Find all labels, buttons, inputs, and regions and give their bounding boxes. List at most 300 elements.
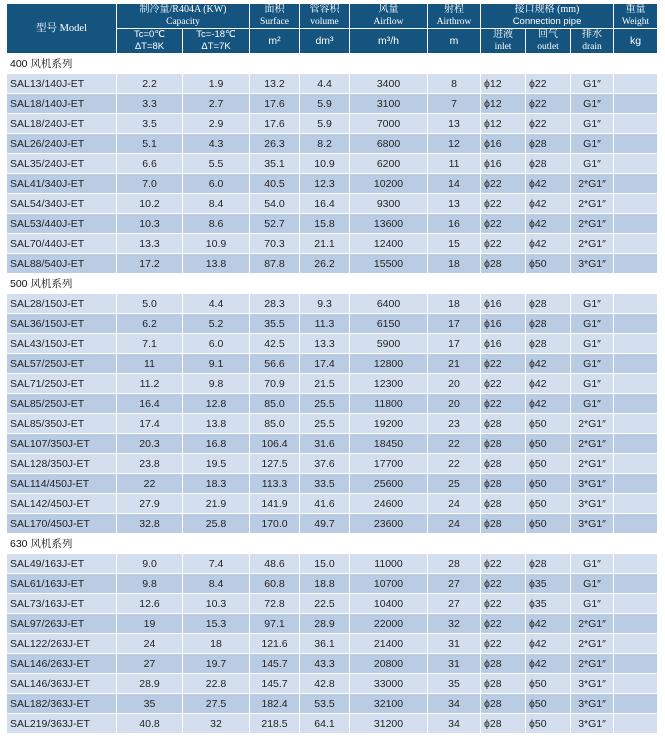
cell-cap1: 7.0 bbox=[117, 174, 183, 194]
cell-drain: G1″ bbox=[571, 554, 614, 574]
cell-airflow: 9300 bbox=[350, 194, 428, 214]
cell-weight bbox=[614, 254, 658, 274]
cell-airthrow: 14 bbox=[428, 174, 481, 194]
table-row bbox=[7, 614, 658, 634]
table-row bbox=[7, 334, 658, 354]
cell-model: SAL73/163J-ET bbox=[7, 594, 117, 614]
cell-airflow: 7000 bbox=[350, 114, 428, 134]
table-row bbox=[7, 494, 658, 514]
cell-airthrow: 13 bbox=[428, 114, 481, 134]
cell-outlet: ϕ42 bbox=[526, 234, 571, 254]
table-row bbox=[7, 94, 658, 114]
header-airthrow-cn: 射程 bbox=[444, 4, 465, 15]
table-row bbox=[7, 694, 658, 714]
table-row bbox=[7, 234, 658, 254]
cell-drain: 2*G1″ bbox=[571, 174, 614, 194]
header-capacity-cn: 制冷量/R404A (KW) bbox=[139, 4, 227, 15]
cell-model: SAL170/450J-ET bbox=[7, 514, 117, 534]
header-inlet-en: inlet bbox=[494, 42, 512, 52]
cell-weight bbox=[614, 574, 658, 594]
cell-cap2: 5.5 bbox=[183, 154, 250, 174]
cell-weight bbox=[614, 94, 658, 114]
table-row bbox=[7, 254, 658, 274]
cell-airflow: 18450 bbox=[350, 434, 428, 454]
cell-model: SAL85/250J-ET bbox=[7, 394, 117, 414]
cell-volume: 5.9 bbox=[300, 114, 350, 134]
cell-inlet: ϕ28 bbox=[481, 714, 526, 734]
cell-drain: 3*G1″ bbox=[571, 674, 614, 694]
cell-cap1: 16.4 bbox=[117, 394, 183, 414]
cell-volume: 16.4 bbox=[300, 194, 350, 214]
cell-drain: 2*G1″ bbox=[571, 234, 614, 254]
header-tc-0-line2: ΔT=8K bbox=[134, 41, 165, 52]
section-title: 400 风机系列 bbox=[7, 54, 658, 74]
cell-airflow: 6200 bbox=[350, 154, 428, 174]
section-header-row bbox=[7, 534, 658, 554]
cell-outlet: ϕ42 bbox=[526, 614, 571, 634]
cell-volume: 10.9 bbox=[300, 154, 350, 174]
cell-drain: G1″ bbox=[571, 94, 614, 114]
cell-drain: 2*G1″ bbox=[571, 614, 614, 634]
cell-volume: 28.9 bbox=[300, 614, 350, 634]
cell-cap1: 20.3 bbox=[117, 434, 183, 454]
cell-volume: 25.5 bbox=[300, 414, 350, 434]
cell-airthrow: 22 bbox=[428, 434, 481, 454]
cell-outlet: ϕ42 bbox=[526, 394, 571, 414]
cell-airthrow: 24 bbox=[428, 494, 481, 514]
cell-model: SAL114/450J-ET bbox=[7, 474, 117, 494]
cell-drain: G1″ bbox=[571, 354, 614, 374]
cell-cap1: 40.8 bbox=[117, 714, 183, 734]
cell-cap1: 6.2 bbox=[117, 314, 183, 334]
unit-airthrow: m bbox=[428, 29, 481, 54]
cell-cap2: 18.3 bbox=[183, 474, 250, 494]
cell-volume: 17.4 bbox=[300, 354, 350, 374]
cell-surface: 170.0 bbox=[250, 514, 300, 534]
cell-airflow: 22000 bbox=[350, 614, 428, 634]
cell-surface: 218.5 bbox=[250, 714, 300, 734]
cell-drain: 3*G1″ bbox=[571, 714, 614, 734]
cell-model: SAL146/263J-ET bbox=[7, 654, 117, 674]
cell-drain: G1″ bbox=[571, 334, 614, 354]
cell-airthrow: 8 bbox=[428, 74, 481, 94]
cell-outlet: ϕ28 bbox=[526, 154, 571, 174]
cell-outlet: ϕ50 bbox=[526, 414, 571, 434]
cell-surface: 72.8 bbox=[250, 594, 300, 614]
cell-airflow: 6800 bbox=[350, 134, 428, 154]
header-weight-cn: 重量 bbox=[625, 4, 646, 15]
table-row bbox=[7, 214, 658, 234]
cell-surface: 17.6 bbox=[250, 94, 300, 114]
cell-model: SAL18/140J-ET bbox=[7, 94, 117, 114]
cell-surface: 85.0 bbox=[250, 394, 300, 414]
unit-weight: kg bbox=[614, 29, 658, 54]
cell-cap2: 22.8 bbox=[183, 674, 250, 694]
cell-outlet: ϕ50 bbox=[526, 694, 571, 714]
cell-airflow: 12300 bbox=[350, 374, 428, 394]
cell-airflow: 10200 bbox=[350, 174, 428, 194]
table-row bbox=[7, 714, 658, 734]
cell-surface: 127.5 bbox=[250, 454, 300, 474]
cell-surface: 42.5 bbox=[250, 334, 300, 354]
cell-volume: 31.6 bbox=[300, 434, 350, 454]
header-weight-en: Weight bbox=[621, 17, 650, 27]
cell-weight bbox=[614, 174, 658, 194]
cell-surface: 26.3 bbox=[250, 134, 300, 154]
table-row bbox=[7, 74, 658, 94]
cell-inlet: ϕ28 bbox=[481, 694, 526, 714]
cell-inlet: ϕ16 bbox=[481, 314, 526, 334]
cell-volume: 13.3 bbox=[300, 334, 350, 354]
cell-volume: 11.3 bbox=[300, 314, 350, 334]
cell-cap2: 13.8 bbox=[183, 254, 250, 274]
cell-drain: G1″ bbox=[571, 574, 614, 594]
header-airthrow-en: Airthrow bbox=[436, 17, 472, 27]
cell-model: SAL49/163J-ET bbox=[7, 554, 117, 574]
header-outlet-en: outlet bbox=[537, 42, 559, 52]
cell-drain: 2*G1″ bbox=[571, 454, 614, 474]
cell-inlet: ϕ22 bbox=[481, 194, 526, 214]
cell-surface: 145.7 bbox=[250, 674, 300, 694]
cell-drain: G1″ bbox=[571, 134, 614, 154]
cell-airflow: 32100 bbox=[350, 694, 428, 714]
header-inlet-cn: 进液 bbox=[493, 29, 514, 40]
cell-airthrow: 18 bbox=[428, 294, 481, 314]
table-row bbox=[7, 434, 658, 454]
cell-weight bbox=[614, 514, 658, 534]
cell-airthrow: 17 bbox=[428, 334, 481, 354]
cell-model: SAL88/540J-ET bbox=[7, 254, 117, 274]
cell-outlet: ϕ35 bbox=[526, 594, 571, 614]
cell-cap1: 11.2 bbox=[117, 374, 183, 394]
cell-volume: 15.8 bbox=[300, 214, 350, 234]
cell-drain: G1″ bbox=[571, 594, 614, 614]
cell-drain: G1″ bbox=[571, 74, 614, 94]
cell-airflow: 12800 bbox=[350, 354, 428, 374]
cell-outlet: ϕ28 bbox=[526, 334, 571, 354]
cell-cap1: 13.3 bbox=[117, 234, 183, 254]
section-title: 500 风机系列 bbox=[7, 274, 658, 294]
cell-surface: 70.3 bbox=[250, 234, 300, 254]
cell-inlet: ϕ28 bbox=[481, 454, 526, 474]
cell-inlet: ϕ22 bbox=[481, 554, 526, 574]
cell-model: SAL122/263J-ET bbox=[7, 634, 117, 654]
cell-model: SAL26/240J-ET bbox=[7, 134, 117, 154]
header-tc-0 bbox=[117, 29, 183, 54]
cell-outlet: ϕ50 bbox=[526, 674, 571, 694]
header-airflow-en: Airflow bbox=[373, 17, 404, 27]
cell-model: SAL18/240J-ET bbox=[7, 114, 117, 134]
cell-airthrow: 27 bbox=[428, 594, 481, 614]
header-connection-pipe bbox=[481, 4, 614, 29]
table-row bbox=[7, 294, 658, 314]
cell-airflow: 10700 bbox=[350, 574, 428, 594]
cell-cap1: 27 bbox=[117, 654, 183, 674]
cell-cap1: 9.0 bbox=[117, 554, 183, 574]
cell-cap2: 25.8 bbox=[183, 514, 250, 534]
cell-model: SAL71/250J-ET bbox=[7, 374, 117, 394]
cell-volume: 9.3 bbox=[300, 294, 350, 314]
cell-outlet: ϕ42 bbox=[526, 634, 571, 654]
cell-model: SAL61/163J-ET bbox=[7, 574, 117, 594]
cell-inlet: ϕ22 bbox=[481, 574, 526, 594]
cell-drain: 2*G1″ bbox=[571, 434, 614, 454]
cell-cap2: 18 bbox=[183, 634, 250, 654]
header-drain-cn: 排水 bbox=[582, 29, 603, 40]
cell-drain: G1″ bbox=[571, 374, 614, 394]
cell-airflow: 23600 bbox=[350, 514, 428, 534]
cell-outlet: ϕ50 bbox=[526, 494, 571, 514]
cell-model: SAL13/140J-ET bbox=[7, 74, 117, 94]
cell-model: SAL146/363J-ET bbox=[7, 674, 117, 694]
header-surface-cn: 面积 bbox=[264, 4, 285, 15]
cell-model: SAL128/350J-ET bbox=[7, 454, 117, 474]
cell-weight bbox=[614, 554, 658, 574]
header-surface-en: Surface bbox=[260, 17, 290, 27]
cell-drain: G1″ bbox=[571, 114, 614, 134]
cell-volume: 18.8 bbox=[300, 574, 350, 594]
cell-weight bbox=[614, 614, 658, 634]
header-drain bbox=[571, 29, 614, 54]
cell-weight bbox=[614, 594, 658, 614]
table-row bbox=[7, 314, 658, 334]
cell-airthrow: 17 bbox=[428, 314, 481, 334]
cell-outlet: ϕ42 bbox=[526, 374, 571, 394]
cell-airthrow: 34 bbox=[428, 694, 481, 714]
cell-drain: 2*G1″ bbox=[571, 634, 614, 654]
cell-outlet: ϕ50 bbox=[526, 254, 571, 274]
cell-surface: 13.2 bbox=[250, 74, 300, 94]
cell-cap2: 2.7 bbox=[183, 94, 250, 114]
table-header bbox=[7, 4, 658, 54]
cell-weight bbox=[614, 674, 658, 694]
cell-airflow: 12400 bbox=[350, 234, 428, 254]
cell-weight bbox=[614, 394, 658, 414]
cell-cap1: 23.8 bbox=[117, 454, 183, 474]
cell-drain: 3*G1″ bbox=[571, 254, 614, 274]
cell-airflow: 3100 bbox=[350, 94, 428, 114]
cell-volume: 53.5 bbox=[300, 694, 350, 714]
cell-inlet: ϕ28 bbox=[481, 494, 526, 514]
table-row bbox=[7, 394, 658, 414]
cell-cap2: 10.9 bbox=[183, 234, 250, 254]
cell-cap2: 16.8 bbox=[183, 434, 250, 454]
header-tc-18-line2: ΔT=7K bbox=[201, 41, 231, 52]
section-title: 630 风机系列 bbox=[7, 534, 658, 554]
cell-inlet: ϕ22 bbox=[481, 214, 526, 234]
cell-airflow: 10400 bbox=[350, 594, 428, 614]
cell-drain: 2*G1″ bbox=[571, 414, 614, 434]
cell-model: SAL35/240J-ET bbox=[7, 154, 117, 174]
cell-volume: 36.1 bbox=[300, 634, 350, 654]
cell-airflow: 6400 bbox=[350, 294, 428, 314]
cell-weight bbox=[614, 294, 658, 314]
cell-airthrow: 35 bbox=[428, 674, 481, 694]
cell-weight bbox=[614, 154, 658, 174]
table-row bbox=[7, 594, 658, 614]
cell-outlet: ϕ35 bbox=[526, 574, 571, 594]
cell-cap2: 7.4 bbox=[183, 554, 250, 574]
header-volume bbox=[300, 4, 350, 29]
cell-airflow: 19200 bbox=[350, 414, 428, 434]
cell-outlet: ϕ28 bbox=[526, 134, 571, 154]
cell-surface: 35.1 bbox=[250, 154, 300, 174]
cell-volume: 33.5 bbox=[300, 474, 350, 494]
cell-outlet: ϕ42 bbox=[526, 174, 571, 194]
cell-volume: 12.3 bbox=[300, 174, 350, 194]
cell-cap2: 27.5 bbox=[183, 694, 250, 714]
cell-model: SAL57/250J-ET bbox=[7, 354, 117, 374]
header-airflow-cn: 风量 bbox=[378, 4, 399, 15]
cell-cap2: 1.9 bbox=[183, 74, 250, 94]
cell-inlet: ϕ22 bbox=[481, 614, 526, 634]
header-outlet bbox=[526, 29, 571, 54]
cell-weight bbox=[614, 194, 658, 214]
cell-cap2: 4.4 bbox=[183, 294, 250, 314]
section-header-row bbox=[7, 274, 658, 294]
cell-airthrow: 27 bbox=[428, 574, 481, 594]
cell-volume: 64.1 bbox=[300, 714, 350, 734]
table-row bbox=[7, 654, 658, 674]
cell-cap1: 10.3 bbox=[117, 214, 183, 234]
cell-inlet: ϕ12 bbox=[481, 74, 526, 94]
cell-inlet: ϕ16 bbox=[481, 134, 526, 154]
cell-outlet: ϕ50 bbox=[526, 434, 571, 454]
table-row bbox=[7, 414, 658, 434]
table-row bbox=[7, 354, 658, 374]
cell-cap1: 32.8 bbox=[117, 514, 183, 534]
cell-surface: 97.1 bbox=[250, 614, 300, 634]
cell-airthrow: 12 bbox=[428, 134, 481, 154]
cell-cap2: 15.3 bbox=[183, 614, 250, 634]
cell-outlet: ϕ50 bbox=[526, 714, 571, 734]
cell-airthrow: 20 bbox=[428, 374, 481, 394]
cell-weight bbox=[614, 234, 658, 254]
cell-inlet: ϕ28 bbox=[481, 654, 526, 674]
cell-weight bbox=[614, 314, 658, 334]
cell-cap1: 28.9 bbox=[117, 674, 183, 694]
cell-inlet: ϕ22 bbox=[481, 234, 526, 254]
unit-surface: m² bbox=[250, 29, 300, 54]
cell-volume: 22.5 bbox=[300, 594, 350, 614]
cell-model: SAL43/150J-ET bbox=[7, 334, 117, 354]
cell-inlet: ϕ28 bbox=[481, 514, 526, 534]
cell-surface: 40.5 bbox=[250, 174, 300, 194]
cell-cap2: 19.7 bbox=[183, 654, 250, 674]
cell-outlet: ϕ42 bbox=[526, 354, 571, 374]
cell-airthrow: 28 bbox=[428, 554, 481, 574]
cell-cap1: 10.2 bbox=[117, 194, 183, 214]
cell-volume: 37.6 bbox=[300, 454, 350, 474]
cell-model: SAL41/340J-ET bbox=[7, 174, 117, 194]
cell-volume: 15.0 bbox=[300, 554, 350, 574]
cell-inlet: ϕ12 bbox=[481, 94, 526, 114]
cell-airflow: 15500 bbox=[350, 254, 428, 274]
header-model: 型号 Model bbox=[7, 4, 117, 54]
cell-airthrow: 11 bbox=[428, 154, 481, 174]
cell-weight bbox=[614, 494, 658, 514]
section-header-row bbox=[7, 54, 658, 74]
cell-surface: 54.0 bbox=[250, 194, 300, 214]
cell-surface: 182.4 bbox=[250, 694, 300, 714]
header-weight bbox=[614, 4, 658, 29]
cell-cap2: 6.0 bbox=[183, 174, 250, 194]
cell-inlet: ϕ22 bbox=[481, 174, 526, 194]
cell-inlet: ϕ22 bbox=[481, 374, 526, 394]
cell-weight bbox=[614, 214, 658, 234]
cell-inlet: ϕ16 bbox=[481, 334, 526, 354]
cell-volume: 41.6 bbox=[300, 494, 350, 514]
cell-cap1: 3.5 bbox=[117, 114, 183, 134]
cell-volume: 5.9 bbox=[300, 94, 350, 114]
cell-cap2: 4.3 bbox=[183, 134, 250, 154]
cell-drain: 2*G1″ bbox=[571, 194, 614, 214]
cell-cap1: 24 bbox=[117, 634, 183, 654]
cell-volume: 49.7 bbox=[300, 514, 350, 534]
cell-inlet: ϕ22 bbox=[481, 634, 526, 654]
cell-inlet: ϕ28 bbox=[481, 414, 526, 434]
header-tc-0-line1: Tc=0℃ bbox=[133, 29, 165, 40]
cell-cap1: 5.1 bbox=[117, 134, 183, 154]
table-row bbox=[7, 554, 658, 574]
cell-cap1: 3.3 bbox=[117, 94, 183, 114]
cell-cap2: 9.1 bbox=[183, 354, 250, 374]
cell-model: SAL182/363J-ET bbox=[7, 694, 117, 714]
cell-model: SAL219/363J-ET bbox=[7, 714, 117, 734]
cell-weight bbox=[614, 334, 658, 354]
table-row bbox=[7, 154, 658, 174]
cell-cap2: 12.8 bbox=[183, 394, 250, 414]
cell-model: SAL142/450J-ET bbox=[7, 494, 117, 514]
cell-weight bbox=[614, 474, 658, 494]
cell-inlet: ϕ22 bbox=[481, 354, 526, 374]
cell-airflow: 20800 bbox=[350, 654, 428, 674]
cell-volume: 43.3 bbox=[300, 654, 350, 674]
cell-drain: G1″ bbox=[571, 394, 614, 414]
cell-surface: 85.0 bbox=[250, 414, 300, 434]
cell-airflow: 11000 bbox=[350, 554, 428, 574]
cell-airthrow: 23 bbox=[428, 414, 481, 434]
cell-weight bbox=[614, 114, 658, 134]
header-pipe-cn: 接口规格 (mm) bbox=[514, 4, 580, 15]
cell-airthrow: 31 bbox=[428, 634, 481, 654]
cell-outlet: ϕ28 bbox=[526, 294, 571, 314]
cell-airthrow: 20 bbox=[428, 394, 481, 414]
table-row bbox=[7, 474, 658, 494]
cell-drain: 3*G1″ bbox=[571, 694, 614, 714]
cell-outlet: ϕ22 bbox=[526, 94, 571, 114]
cell-drain: 3*G1″ bbox=[571, 494, 614, 514]
spec-table bbox=[7, 4, 658, 734]
cell-model: SAL70/440J-ET bbox=[7, 234, 117, 254]
cell-model: SAL85/350J-ET bbox=[7, 414, 117, 434]
cell-inlet: ϕ22 bbox=[481, 394, 526, 414]
cell-weight bbox=[614, 654, 658, 674]
cell-inlet: ϕ22 bbox=[481, 594, 526, 614]
cell-inlet: ϕ12 bbox=[481, 114, 526, 134]
cell-surface: 48.6 bbox=[250, 554, 300, 574]
cell-cap2: 5.2 bbox=[183, 314, 250, 334]
table-row bbox=[7, 174, 658, 194]
header-tc-18-line1: Tc=-18℃ bbox=[196, 29, 236, 40]
table-row bbox=[7, 514, 658, 534]
cell-outlet: ϕ22 bbox=[526, 114, 571, 134]
cell-cap1: 27.9 bbox=[117, 494, 183, 514]
cell-cap2: 8.4 bbox=[183, 194, 250, 214]
cell-surface: 35.5 bbox=[250, 314, 300, 334]
cell-volume: 42.8 bbox=[300, 674, 350, 694]
cell-airthrow: 22 bbox=[428, 454, 481, 474]
